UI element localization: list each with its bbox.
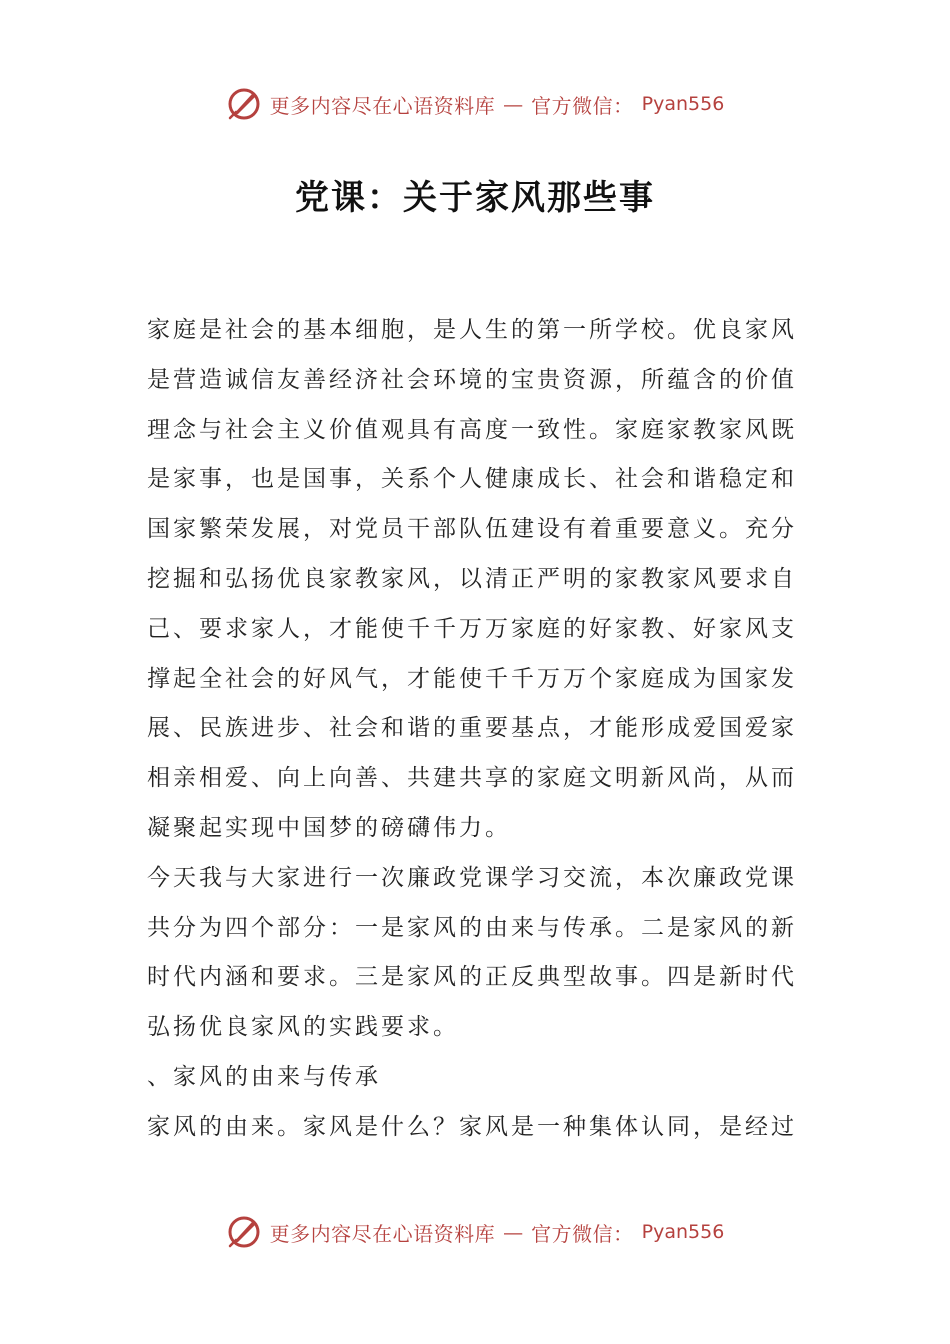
quill-logo-icon xyxy=(226,86,262,122)
watermark-contact-label: 官方微信： xyxy=(531,1221,634,1246)
header-watermark xyxy=(0,86,950,122)
watermark-brand: 更多内容尽在心语资料库 xyxy=(269,1221,496,1246)
watermark-contact-id: Pyan556 xyxy=(641,93,725,115)
watermark-contact-label: 官方微信： xyxy=(531,93,634,118)
document-body xyxy=(147,306,807,1153)
footer-watermark xyxy=(0,1214,950,1250)
watermark-contact-id: Pyan556 xyxy=(641,1221,725,1243)
watermark-brand: 更多内容尽在心语资料库 xyxy=(269,93,496,118)
document-title: 党课：关于家风那些事 xyxy=(295,178,655,218)
watermark-separator: — xyxy=(503,92,524,116)
body-paragraph: 今天我与大家进行一次廉政党课学习交流，本次廉政党课共分为四个部分：一是家风的由来与传承。二是家风的新时代内涵和要求。三是家风的正反典型故事。四是新时代弘扬优良家风的实践要求。 xyxy=(147,864,797,1041)
watermark-separator: — xyxy=(503,1220,524,1244)
section-heading: 、家风的由来与传承 xyxy=(147,1063,381,1090)
body-paragraph: 家风的由来。家风是什么？家风是一种集体认同，是经过 xyxy=(147,1113,797,1140)
body-paragraph: 家庭是社会的基本细胞，是人生的第一所学校。优良家风是营造诚信友善经济社会环境的宝贵资源，所蕴含的价值理念与社会主义价值观具有高度一致性。家庭家教家风既是家事，也是国事，关系个人健康成长、社会和谐稳定和国家繁荣发展，对党员干部队伍建设有着重要意义。充分挖掘和弘扬优良家教家风，以清正严明的家教家风要求自己、要求家人，才能使千千万万家庭的好家教、好家风支撑起全社会的好风气，才能使千千万万个家庭成为国家发展、民族进步、社会和谐的重要基点，才能形成爱国爱家相亲相爱、向上向善、共建共享的家庭文明新风尚，从而凝聚起实现中国梦的磅礴伟力。 xyxy=(147,317,797,841)
quill-logo-icon xyxy=(226,1214,262,1250)
